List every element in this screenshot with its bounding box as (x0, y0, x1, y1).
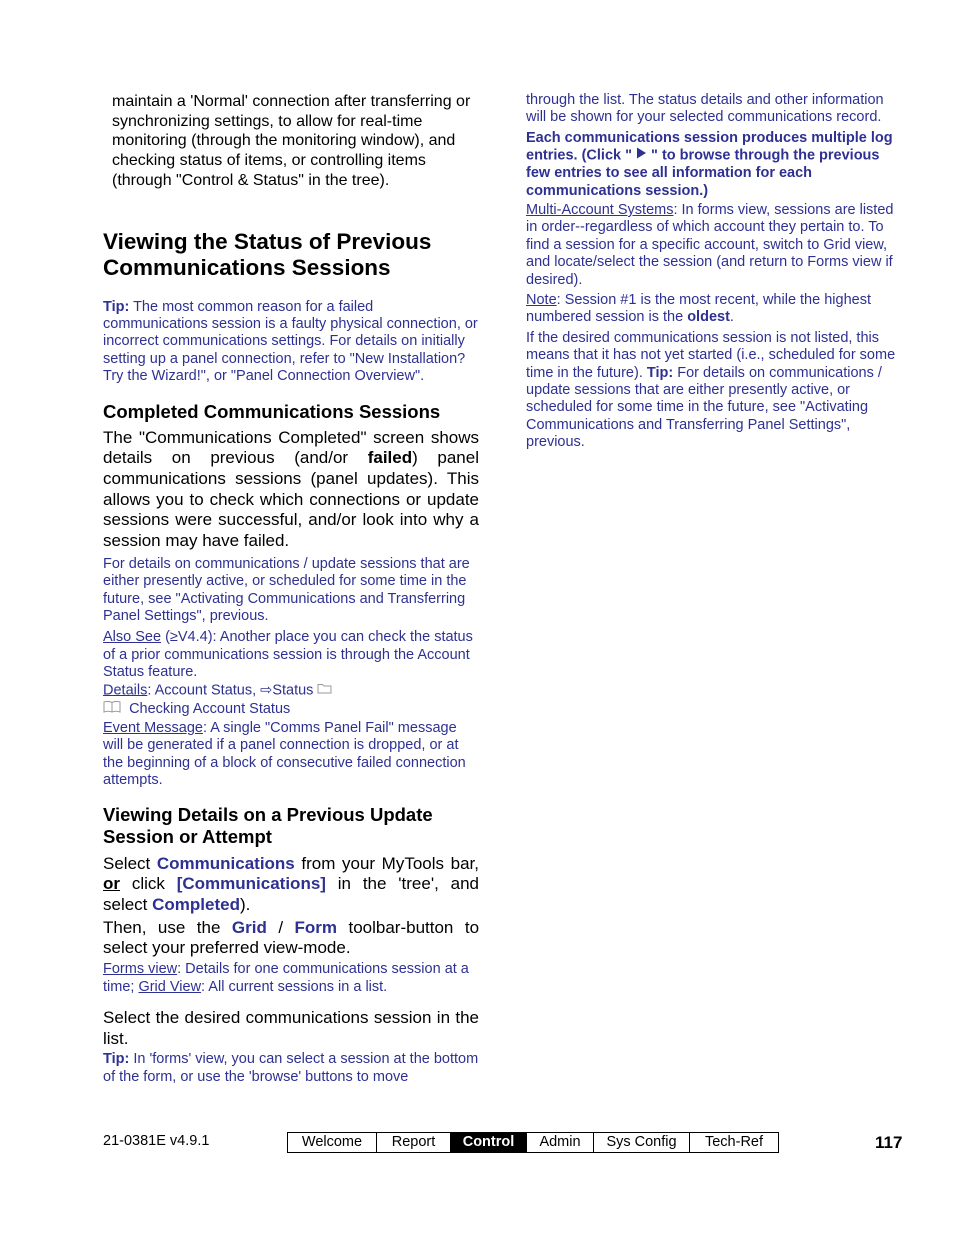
details-paragraph (103, 682, 479, 718)
page-number: 117 (875, 1133, 903, 1152)
book-icon (103, 700, 121, 718)
tip-label: Tip: (103, 298, 130, 315)
section-nav-bar (287, 1132, 779, 1153)
tree-communications[interactable]: [Communications] (176, 874, 326, 894)
tree-completed[interactable]: Completed (152, 895, 240, 915)
play-arrow-icon[interactable] (636, 147, 647, 164)
left-column (103, 92, 479, 1086)
note-oldest: oldest (687, 309, 730, 326)
mytools-communications[interactable]: Communications (156, 853, 295, 873)
then-paragraph (103, 918, 479, 959)
details-status: Status (272, 682, 314, 699)
viewing-details-heading: Viewing Details on a Previous Update Session or Attempt (103, 803, 433, 847)
tab-control[interactable]: Control (451, 1133, 527, 1152)
select-text-2: from your MyTools bar, (294, 853, 479, 873)
grid-view-text: : All current sessions in a list. (201, 978, 388, 995)
select-text-5: ). (239, 895, 251, 915)
continued-paragraph: through the list. The status details and other information will be shown for your selected communications record. (526, 92, 884, 126)
completed-blue-paragraph: For details on communications / update sessions that are either presently active, or scheduled for some time in the future, see "Activating Communications and Transferring Panel Settings", previous. (103, 555, 470, 624)
also-see-link[interactable]: Also See (103, 629, 162, 646)
log-note-text-2: " to browse through the previous few entries to see all information for each communications session.) (526, 147, 880, 199)
grid-view-link[interactable]: Grid View (138, 978, 202, 995)
multi-account-text: : In forms view, sessions are listed in order--regardless of which account they pertain to. To find a session for a specific account, switch to Grid view, and locate/select the session (and return to Forms view if desired). (526, 201, 894, 288)
event-message-text: : A single "Comms Panel Fail" message will be generated if a panel connection is dropped, or at the beginning of a block of consecutive failed connection attempts. (103, 719, 466, 789)
main-heading: Viewing the Status of Previous Communications Sessions (103, 228, 432, 280)
not-listed-tip: Tip: (646, 364, 674, 381)
select-text-3: click (120, 874, 177, 894)
right-column (526, 92, 900, 452)
note-link[interactable]: Note (526, 292, 557, 308)
tip-failed-paragraph (103, 299, 479, 386)
note-end: . (729, 309, 734, 326)
completed-text-1: The "Communications Completed" screen shows details on previous (and/or (103, 427, 479, 468)
tip-forms-paragraph (103, 1051, 479, 1086)
grid-button[interactable]: Grid (231, 917, 267, 937)
tab-tech-ref[interactable]: Tech-Ref (690, 1133, 778, 1152)
not-listed-paragraph (526, 330, 900, 452)
also-see-text: (≥V4.4): Another place you can check the status of a prior communications session is through the Account Status feature. (103, 629, 473, 681)
arrow-right-icon: ⇨ (260, 682, 273, 699)
forms-view-link[interactable]: Forms view (103, 961, 178, 978)
tab-welcome[interactable]: Welcome (288, 1133, 377, 1152)
select-paragraph (103, 854, 479, 916)
document-id: 21-0381E v4.9.1 (103, 1133, 210, 1149)
forms-view-text: : Details for one communications session at a time; (103, 961, 469, 995)
select-or: or (103, 874, 120, 894)
tip-label-2: Tip: (103, 1051, 130, 1068)
select-text-4: in the 'tree', and select (103, 874, 479, 915)
not-listed-end: For details on communications / update sessions that are either presently active, or scheduled for some time in the future, see "Activating Communications and Transferring Panel Settings", previous. (526, 364, 882, 451)
details-text: : Account Status, (147, 682, 261, 699)
tip-text-2: In 'forms' view, you can select a session at the bottom of the form, or use the 'browse' buttons to move (103, 1051, 479, 1085)
note-paragraph (526, 292, 900, 327)
then-slash: / (266, 917, 295, 937)
then-text-1: Then, use the (103, 917, 232, 937)
select-text-1: Select (103, 853, 157, 873)
form-button[interactable]: Form (294, 917, 338, 937)
multi-account-link[interactable]: Multi-Account Systems (526, 201, 674, 218)
intro-paragraph: maintain a 'Normal' connection after transferring or synchronizing settings, to allow for real-time monitoring (through the monitoring window), and checking status of items, or controlling items (through "Control & Status" in the tree). (112, 93, 471, 189)
also-see-paragraph (103, 629, 479, 681)
completed-text-2: ) panel communications sessions (panel updates). This allows you to check which connections or update sessions were successful, and/or look into why a session may have failed. (103, 448, 479, 551)
completed-failed-bold: failed (367, 448, 413, 468)
tab-report[interactable]: Report (377, 1133, 451, 1152)
not-listed-text: If the desired communications session is not listed, this means that it has not yet started (i.e., scheduled for some time in the future). (526, 329, 896, 381)
tip-text: The most common reason for a failed communications session is a faulty physical connection, or incorrect communications settings. For details on initially setting up a panel connection, refer to "New Installation? Try the Wizard!", or "Panel Connection Overview". (103, 298, 478, 385)
completed-heading: Completed Communications Sessions (103, 400, 441, 422)
event-message-link[interactable]: Event Message (103, 719, 203, 736)
folder-icon (317, 682, 332, 699)
details-link[interactable]: Details (103, 682, 148, 699)
log-entries-note (526, 130, 900, 200)
checking-account-status: Checking Account Status (129, 700, 291, 717)
tab-sys-config[interactable]: Sys Config (594, 1133, 690, 1152)
then-text-2: toolbar-button to select your preferred view-mode. (103, 917, 480, 958)
multi-account-paragraph (526, 202, 900, 289)
note-text: : Session #1 is the most recent, while the highest numbered session is the (526, 292, 871, 326)
completed-paragraph (103, 428, 479, 552)
log-note-text-1: Each communications session produces multiple log entries. (Click " (526, 129, 893, 164)
forms-view-paragraph (103, 961, 479, 996)
tab-admin[interactable]: Admin (527, 1133, 594, 1152)
select-desired-paragraph: Select the desired communications session in the list. (103, 1007, 479, 1048)
event-message-paragraph (103, 720, 479, 790)
